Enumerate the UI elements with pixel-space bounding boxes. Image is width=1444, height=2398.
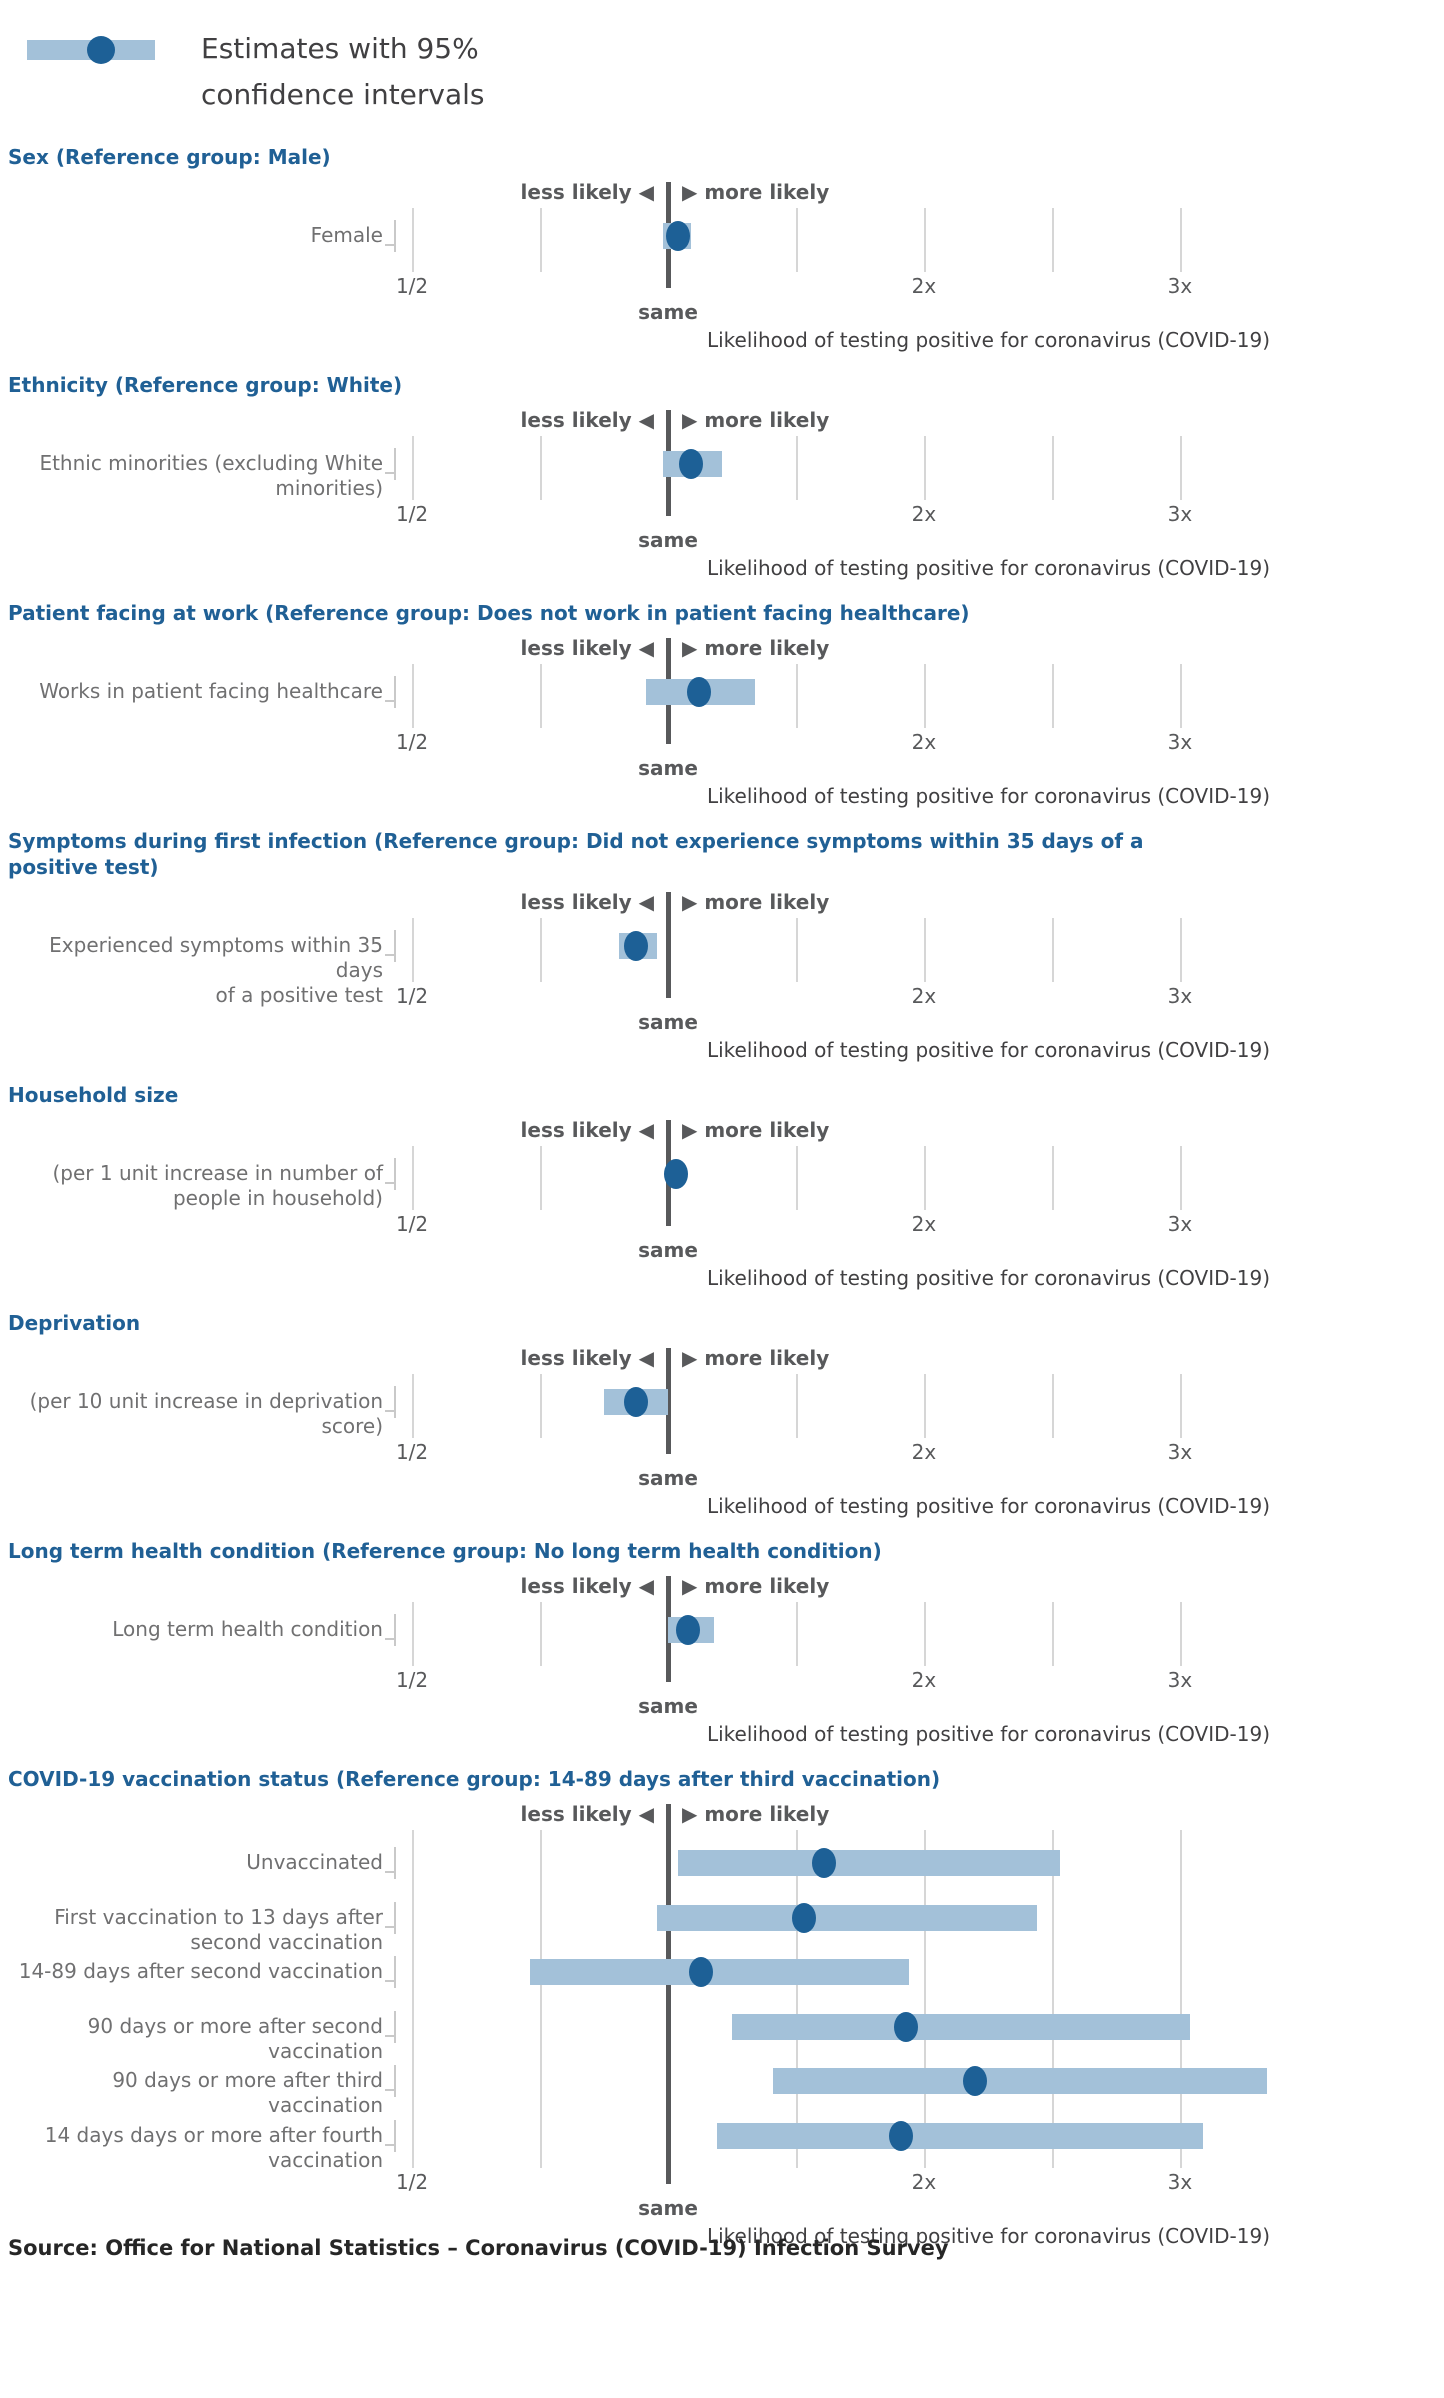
- axis-gridline: [412, 436, 414, 500]
- axis-gridline: [796, 1830, 798, 2168]
- confidence-interval-bar: [773, 2068, 1267, 2094]
- estimate-dot: [894, 2012, 918, 2042]
- axis-caption-row: [395, 780, 1270, 810]
- tick-label-half: 1/2: [395, 1440, 429, 1464]
- axis-tick-labels: [395, 1438, 1270, 1464]
- axis-gridline: [1052, 664, 1054, 728]
- tick-label-half: 1/2: [395, 502, 429, 526]
- axis-gridline: [1180, 1602, 1182, 1666]
- more-likely-label: ▶ more likely: [682, 1574, 830, 1598]
- more-likely-label: ▶ more likely: [682, 408, 830, 432]
- axis-gridline: [796, 1146, 798, 1210]
- axis-gridline: [1052, 1146, 1054, 1210]
- row-axis-dash: [385, 2035, 394, 2037]
- confidence-interval-swatch: [27, 40, 155, 60]
- axis-gridline: [924, 1830, 926, 2168]
- less-likely-label: less likely ◀: [520, 1346, 654, 1370]
- row-axis-tick: [394, 930, 396, 962]
- row-axis-dash: [385, 700, 394, 702]
- less-likely-label: less likely ◀: [520, 1802, 654, 1826]
- axis-caption-row: [395, 324, 1270, 354]
- more-likely-label: ▶ more likely: [682, 636, 830, 660]
- chart-symptoms: [49, 888, 1270, 1064]
- axis-gridline: [540, 664, 542, 728]
- plot-area: [18, 1830, 1270, 2172]
- x-axis-caption: Likelihood of testing positive for coronavirus (COVID-19): [706, 1266, 1270, 1290]
- row-label: 14-89 days after second vaccination: [18, 1959, 383, 1984]
- section-heading: Patient facing at work (Reference group: Does not work in patient facing healthcare): [8, 601, 970, 625]
- less-likely-label: less likely ◀: [520, 1574, 654, 1598]
- row-axis-dash: [385, 1182, 394, 1184]
- row-label: (per 1 unit increase in number of people in household): [52, 1161, 383, 1210]
- tick-label-3x: 3x: [1167, 274, 1193, 298]
- axis-gridline: [1180, 436, 1182, 500]
- tick-label-3x: 3x: [1167, 1212, 1193, 1236]
- row-label: 90 days or more after third vaccination: [112, 2068, 383, 2118]
- axis-caption-row: [395, 1262, 1270, 1292]
- tick-label-half: 1/2: [395, 274, 429, 298]
- section-heading: Sex (Reference group: Male): [8, 145, 331, 169]
- axis-caption-row: [395, 1034, 1270, 1064]
- section-heading: Deprivation: [8, 1311, 141, 1335]
- estimate-dot: [624, 931, 648, 961]
- axis-tick-labels: [395, 500, 1270, 526]
- axis-gridline: [796, 918, 798, 982]
- more-likely-label: ▶ more likely: [682, 1346, 830, 1370]
- more-likely-label: ▶ more likely: [682, 1802, 830, 1826]
- axis-caption-row: [395, 1718, 1270, 1748]
- same-label-row: [395, 298, 1270, 324]
- row-axis-tick: [394, 1956, 396, 1988]
- plot-area: [39, 664, 1270, 728]
- axis-gridline: [1052, 1374, 1054, 1438]
- axis-gridline: [924, 436, 926, 500]
- chart-patient-facing: [39, 634, 1270, 810]
- axis-gridline: [796, 664, 798, 728]
- legend-label: Estimates with 95% confidence intervals: [201, 32, 485, 111]
- tick-label-same: same: [638, 1010, 698, 1034]
- estimate-dot: [624, 1387, 648, 1417]
- less-likely-label: less likely ◀: [520, 890, 654, 914]
- x-axis-caption: Likelihood of testing positive for coronavirus (COVID-19): [706, 328, 1270, 352]
- row-axis-tick: [394, 1902, 396, 1934]
- plot-area: [39, 436, 1270, 500]
- row-axis-dash: [385, 1410, 394, 1412]
- plot-area: [52, 1146, 1270, 1210]
- axis-gridline: [924, 664, 926, 728]
- row-axis-dash: [385, 2089, 394, 2091]
- direction-labels: [395, 634, 1270, 664]
- chart-section-deprivation: [0, 1310, 1444, 1520]
- row-label: Long term health condition: [112, 1617, 383, 1641]
- estimate-dot: [792, 1903, 816, 1933]
- confidence-interval-bar: [678, 1850, 1059, 1876]
- tick-label-half: 1/2: [395, 730, 429, 754]
- plot-area: [29, 1374, 1270, 1438]
- axis-gridline: [1052, 918, 1054, 982]
- row-axis-tick: [394, 220, 396, 252]
- row-axis-dash: [385, 1980, 394, 1982]
- row-label: Unvaccinated: [246, 1850, 383, 1874]
- row-label: Experienced symptoms within 35 days of a positive test: [49, 933, 383, 1007]
- axis-tick-labels: [395, 2168, 1270, 2194]
- direction-labels: [395, 1344, 1270, 1374]
- row-axis-dash: [385, 954, 394, 956]
- row-axis-tick: [394, 2120, 396, 2152]
- direction-labels: [395, 1572, 1270, 1602]
- axis-gridline: [924, 918, 926, 982]
- less-likely-label: less likely ◀: [520, 180, 654, 204]
- axis-gridline: [1052, 436, 1054, 500]
- tick-label-half: 1/2: [395, 2170, 429, 2194]
- tick-label-2x: 2x: [911, 984, 937, 1008]
- section-heading: Symptoms during first infection (Reference group: Did not experience symptoms within 35 days of a positive test): [8, 829, 1144, 879]
- tick-label-2x: 2x: [911, 1668, 937, 1692]
- estimate-dot: [812, 1848, 836, 1878]
- axis-gridline: [540, 1374, 542, 1438]
- tick-label-2x: 2x: [911, 502, 937, 526]
- tick-label-same: same: [638, 1466, 698, 1490]
- tick-label-3x: 3x: [1167, 2170, 1193, 2194]
- reference-line-same: [666, 892, 671, 998]
- row-label: Ethnic minorities (excluding White minorities): [39, 451, 383, 500]
- axis-gridline: [1052, 208, 1054, 272]
- confidence-interval-bar: [530, 1959, 908, 1985]
- chart-section-vaccination-status: [0, 1766, 1444, 2250]
- same-label-row: [395, 1464, 1270, 1490]
- same-label-row: [395, 526, 1270, 552]
- chart-long-term-health: [112, 1572, 1270, 1748]
- x-axis-caption: Likelihood of testing positive for coronavirus (COVID-19): [706, 784, 1270, 808]
- row-axis-dash: [385, 2144, 394, 2146]
- direction-labels: [395, 888, 1270, 918]
- row-axis-tick: [394, 676, 396, 708]
- row-label: 90 days or more after second vaccination: [87, 2013, 383, 2063]
- charts-container: [0, 144, 1444, 2250]
- direction-labels: [395, 1800, 1270, 1830]
- axis-gridline: [924, 1602, 926, 1666]
- estimate-dot: [889, 2121, 913, 2151]
- tick-label-3x: 3x: [1167, 730, 1193, 754]
- row-axis-tick: [394, 2011, 396, 2043]
- axis-gridline: [796, 1602, 798, 1666]
- estimate-dot: [676, 1615, 700, 1645]
- axis-gridline: [796, 436, 798, 500]
- tick-label-2x: 2x: [911, 1440, 937, 1464]
- more-likely-label: ▶ more likely: [682, 890, 830, 914]
- row-axis-tick: [394, 448, 396, 480]
- chart-section-symptoms: [0, 828, 1444, 1064]
- tick-label-same: same: [638, 1694, 698, 1718]
- axis-gridline: [1180, 664, 1182, 728]
- tick-label-half: 1/2: [395, 984, 429, 1008]
- axis-caption-row: [395, 1490, 1270, 1520]
- axis-tick-labels: [395, 728, 1270, 754]
- axis-gridline: [540, 436, 542, 500]
- axis-gridline: [412, 918, 414, 982]
- axis-gridline: [540, 208, 542, 272]
- chart-section-patient-facing: [0, 600, 1444, 810]
- axis-gridline: [540, 1602, 542, 1666]
- x-axis-caption: Likelihood of testing positive for coronavirus (COVID-19): [706, 1038, 1270, 1062]
- row-axis-tick: [394, 1158, 396, 1190]
- tick-label-same: same: [638, 1238, 698, 1262]
- tick-label-same: same: [638, 2196, 698, 2220]
- axis-gridline: [1180, 1830, 1182, 2168]
- chart-section-ethnicity: [0, 372, 1444, 582]
- axis-gridline: [412, 208, 414, 272]
- row-axis-dash: [385, 472, 394, 474]
- estimate-dot: [689, 1957, 713, 1987]
- axis-gridline: [924, 1146, 926, 1210]
- tick-label-2x: 2x: [911, 1212, 937, 1236]
- row-axis-dash: [385, 1926, 394, 1928]
- section-heading: Ethnicity (Reference group: White): [8, 373, 403, 397]
- axis-tick-labels: [395, 1210, 1270, 1236]
- estimate-dot: [664, 1159, 688, 1189]
- tick-label-3x: 3x: [1167, 502, 1193, 526]
- axis-gridline: [1180, 208, 1182, 272]
- axis-gridline: [412, 1602, 414, 1666]
- axis-gridline: [540, 1830, 542, 2168]
- axis-gridline: [412, 1830, 414, 2168]
- confidence-interval-bar: [732, 2014, 1190, 2040]
- row-label: (per 10 unit increase in deprivation score): [29, 1389, 383, 1438]
- estimate-dot: [963, 2066, 987, 2096]
- row-label: Works in patient facing healthcare: [39, 679, 383, 703]
- row-axis-dash: [385, 1638, 394, 1640]
- axis-gridline: [1180, 918, 1182, 982]
- chart-deprivation: [29, 1344, 1270, 1520]
- chart-household-size: [52, 1116, 1270, 1292]
- estimate-dot-icon: [87, 36, 115, 64]
- x-axis-caption: Likelihood of testing positive for coronavirus (COVID-19): [706, 1494, 1270, 1518]
- estimate-dot: [687, 677, 711, 707]
- x-axis-caption: Likelihood of testing positive for coronavirus (COVID-19): [706, 1722, 1270, 1746]
- axis-gridline: [1052, 1602, 1054, 1666]
- chart-sex: [310, 178, 1270, 354]
- less-likely-label: less likely ◀: [520, 1118, 654, 1142]
- same-label-row: [395, 1692, 1270, 1718]
- plot-area: [112, 1602, 1270, 1666]
- plot-area: [310, 208, 1270, 272]
- chart-section-long-term-health: [0, 1538, 1444, 1748]
- same-label-row: [395, 1236, 1270, 1262]
- row-axis-tick: [394, 1847, 396, 1879]
- estimate-dot: [679, 449, 703, 479]
- row-label: Female: [310, 223, 383, 247]
- direction-labels: [395, 1116, 1270, 1146]
- tick-label-2x: 2x: [911, 730, 937, 754]
- tick-label-3x: 3x: [1167, 1440, 1193, 1464]
- section-heading: Long term health condition (Reference group: No long term health condition): [8, 1539, 882, 1563]
- axis-gridline: [1180, 1146, 1182, 1210]
- axis-tick-labels: [395, 1666, 1270, 1692]
- tick-label-3x: 3x: [1167, 984, 1193, 1008]
- row-axis-tick: [394, 2065, 396, 2097]
- axis-gridline: [540, 918, 542, 982]
- row-axis-dash: [385, 244, 394, 246]
- x-axis-caption: Likelihood of testing positive for coronavirus (COVID-19): [706, 556, 1270, 580]
- same-label-row: [395, 2194, 1270, 2220]
- direction-labels: [395, 178, 1270, 208]
- axis-gridline: [412, 1146, 414, 1210]
- axis-gridline: [924, 208, 926, 272]
- chart-section-household-size: [0, 1082, 1444, 1292]
- tick-label-same: same: [638, 528, 698, 552]
- row-axis-tick: [394, 1386, 396, 1418]
- axis-tick-labels: [395, 272, 1270, 298]
- axis-gridline: [796, 1374, 798, 1438]
- same-label-row: [395, 754, 1270, 780]
- same-label-row: [395, 1008, 1270, 1034]
- tick-label-same: same: [638, 756, 698, 780]
- row-axis-dash: [385, 1871, 394, 1873]
- confidence-interval-bar: [657, 1905, 1036, 1931]
- tick-label-2x: 2x: [911, 2170, 937, 2194]
- chart-legend: [0, 0, 1444, 118]
- axis-caption-row: [395, 552, 1270, 582]
- tick-label-same: same: [638, 300, 698, 324]
- axis-gridline: [796, 208, 798, 272]
- source-note: Source: Office for National Statistics – Coronavirus (COVID-19) Infection Survey: [8, 2236, 949, 2260]
- tick-label-half: 1/2: [395, 1668, 429, 1692]
- tick-label-2x: 2x: [911, 274, 937, 298]
- row-label: First vaccination to 13 days after second vaccination: [54, 1904, 383, 1954]
- more-likely-label: ▶ more likely: [682, 1118, 830, 1142]
- estimate-dot: [666, 221, 690, 251]
- row-axis-tick: [394, 1614, 396, 1646]
- axis-gridline: [1180, 1374, 1182, 1438]
- x-axis-caption: Likelihood of testing positive for coronavirus (COVID-19): [706, 2224, 1270, 2248]
- axis-gridline: [412, 1374, 414, 1438]
- tick-label-3x: 3x: [1167, 1668, 1193, 1692]
- reference-line-same: [666, 1804, 671, 2184]
- less-likely-label: less likely ◀: [520, 408, 654, 432]
- axis-gridline: [540, 1146, 542, 1210]
- row-label: 14 days days or more after fourth vaccination: [44, 2123, 383, 2172]
- axis-gridline: [1052, 1830, 1054, 2168]
- chart-ethnicity: [39, 406, 1270, 582]
- tick-label-half: 1/2: [395, 1212, 429, 1236]
- less-likely-label: less likely ◀: [520, 636, 654, 660]
- confidence-interval-bar: [717, 2123, 1203, 2149]
- direction-labels: [395, 406, 1270, 436]
- section-heading: Household size: [8, 1083, 179, 1107]
- section-heading: COVID-19 vaccination status (Reference group: 14-89 days after third vaccination): [8, 1767, 941, 1791]
- axis-gridline: [412, 664, 414, 728]
- axis-gridline: [924, 1374, 926, 1438]
- more-likely-label: ▶ more likely: [682, 180, 830, 204]
- axis-tick-labels: [395, 982, 1270, 1008]
- chart-section-sex: [0, 144, 1444, 354]
